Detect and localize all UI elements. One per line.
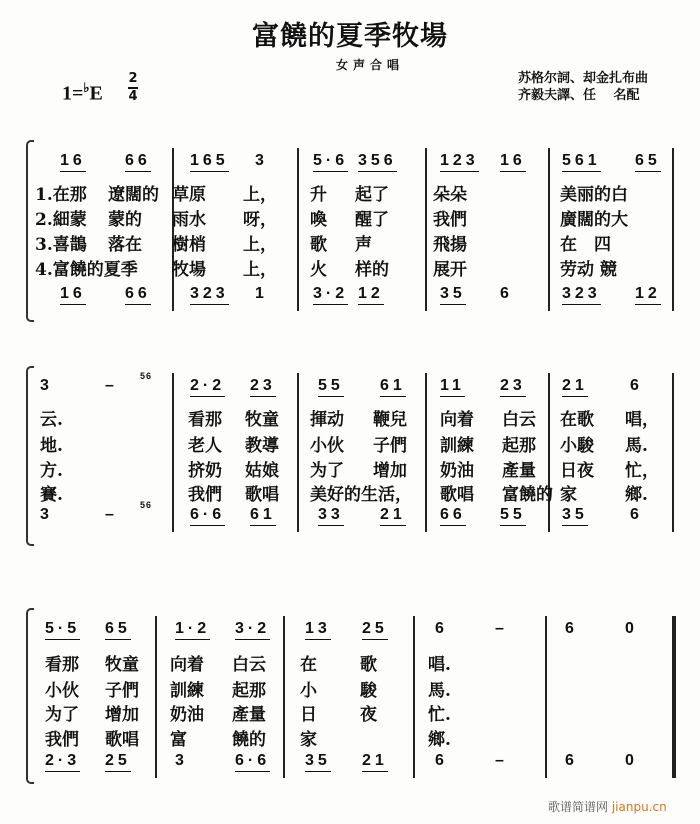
key-prefix: 1= (62, 82, 84, 105)
lyric-verse-1: 唱. (428, 655, 451, 675)
lyric-verse-2: 小 (300, 681, 317, 701)
lyric-verse-2: 小伙 (310, 436, 344, 456)
time-denominator: 4 (128, 88, 138, 104)
upper-voice-note: 23 (500, 377, 526, 397)
lyric-verse-1: 遼闊的 (108, 185, 159, 205)
watermark-url: jianpu.cn (611, 800, 667, 814)
upper-voice-note: 0 (625, 620, 638, 637)
upper-voice-note: 61 (380, 377, 406, 397)
lower-voice-note: 66 (125, 285, 151, 305)
upper-voice-note: 561 (562, 152, 601, 172)
barline (672, 148, 674, 311)
upper-voice-note: 65 (635, 152, 661, 172)
lower-voice-note: 6 (435, 752, 448, 769)
lower-voice-note: 56 (140, 500, 153, 510)
upper-voice-note: 165 (190, 152, 229, 172)
lyric-verse-4: 歌唱 (105, 730, 139, 750)
upper-voice-note: 65 (105, 620, 131, 640)
lyric-verse-1: 向着 (170, 655, 204, 675)
lower-voice-note: 323 (562, 285, 601, 305)
lyric-verse-3: 夜 (360, 705, 377, 725)
lower-voice-note: 21 (380, 506, 406, 526)
lyric-verse-3: 姑娘 (245, 461, 279, 481)
lyric-verse-3: 飛揚 (433, 235, 467, 255)
song-title: 富饒的夏季牧場 (252, 21, 448, 52)
lyric-verse-1: 向着 (440, 410, 474, 430)
barline (548, 373, 550, 532)
barline (297, 148, 299, 311)
lyric-verse-4: 劳动 競 (560, 260, 617, 280)
upper-voice-note: 16 (60, 152, 86, 172)
barline (425, 148, 427, 311)
lyric-verse-2: 喚 (310, 210, 327, 230)
upper-voice-note: 13 (305, 620, 331, 640)
barline (283, 616, 285, 778)
lower-voice-note: 6·6 (190, 506, 225, 526)
watermark-cn: 歌谱简谱网 (548, 800, 609, 814)
lower-voice-note: 21 (362, 752, 388, 772)
lyric-verse-1: 升 (310, 185, 327, 205)
lyric-verse-2: 起那 (502, 436, 536, 456)
lyric-verse-3: 3.喜鵲 (35, 235, 87, 255)
lyric-verse-2: 馬. (428, 681, 451, 701)
lower-voice-note: 323 (190, 285, 229, 305)
lyric-verse-1: 朵朵 (433, 185, 467, 205)
lower-voice-note: 6 (565, 752, 578, 769)
lower-voice-note: 25 (105, 752, 131, 772)
lyric-verse-1: 上， (243, 185, 277, 205)
lyric-verse-2: 雨水 (172, 210, 206, 230)
lyric-verse-1: 在歌 (560, 410, 594, 430)
lyric-verse-4: 美好的生活， (310, 485, 412, 505)
lyric-verse-4: 歌唱 (440, 485, 474, 505)
lyric-verse-2: 小駿 (560, 436, 594, 456)
lyric-verse-4: 我們 (188, 485, 222, 505)
lower-voice-note: 1 (255, 285, 268, 302)
lyric-verse-1: 白云 (232, 655, 266, 675)
lyric-verse-2: 老人 (188, 436, 222, 456)
lower-voice-note: 0 (625, 752, 638, 769)
lyric-verse-4: 賽. (40, 485, 63, 505)
lyric-verse-3: 在 四 (560, 235, 611, 255)
lyric-verse-1: 在 (300, 655, 317, 675)
lyric-verse-3: 忙. (428, 705, 451, 725)
lyric-verse-3: 忙， (625, 461, 659, 481)
lyric-verse-3: 为了 (45, 705, 79, 725)
lyric-verse-4: 火 (310, 260, 327, 280)
upper-voice-note: 25 (362, 620, 388, 640)
upper-voice-note: 6 (435, 620, 448, 637)
lyric-verse-4: 样的 (355, 260, 389, 280)
lyric-verse-3: 上， (243, 235, 277, 255)
upper-voice-note: 11 (440, 377, 465, 397)
upper-voice-note: 3 (255, 152, 268, 169)
lower-voice-note: 16 (60, 285, 86, 305)
barline (548, 148, 550, 311)
lyric-verse-2: 起那 (232, 681, 266, 701)
lyric-verse-2: 蒙的 (108, 210, 142, 230)
lyric-verse-4: 上， (243, 260, 277, 280)
system-bracket (26, 608, 34, 784)
upper-voice-note: – (495, 620, 508, 637)
lyric-verse-2: 醒了 (355, 210, 389, 230)
upper-voice-note: 55 (318, 377, 344, 397)
barline (155, 616, 157, 778)
lower-voice-note: 35 (562, 506, 588, 526)
lower-voice-note: – (105, 506, 118, 523)
lyric-verse-3: 產量 (502, 461, 536, 481)
lyric-verse-4: 4.富饒的夏季 (35, 260, 138, 280)
lyric-verse-2: 子們 (373, 436, 407, 456)
system-bracket (26, 140, 34, 322)
lyric-verse-1: 唱， (625, 410, 659, 430)
upper-voice-note: 2·2 (190, 377, 225, 397)
lyric-verse-3: 奶油 (440, 461, 474, 481)
lower-voice-note: 12 (635, 285, 661, 305)
lyric-verse-1: 牧童 (105, 655, 139, 675)
lyric-verse-3: 挤奶 (188, 461, 222, 481)
upper-voice-note: 23 (250, 377, 276, 397)
lyric-verse-4: 歌唱 (245, 485, 279, 505)
time-numerator: 2 (128, 71, 138, 86)
lyric-verse-3: 增加 (373, 461, 407, 481)
lyric-verse-4: 鄉. (625, 485, 648, 505)
upper-voice-note: 66 (125, 152, 151, 172)
watermark (548, 798, 667, 815)
system-bracket (26, 366, 34, 546)
credit-lyrics-music: 苏格尔詞、却金扎布曲 (518, 71, 649, 86)
lyric-verse-3: 为了 (310, 461, 344, 481)
upper-voice-note: 5·6 (313, 152, 348, 172)
lyric-verse-2: 小伙 (45, 681, 79, 701)
lyric-verse-3: 增加 (105, 705, 139, 725)
barline (297, 373, 299, 532)
lower-voice-note: 6 (630, 506, 643, 523)
lower-voice-note: 6·6 (235, 752, 270, 772)
lyric-verse-3: 產量 (232, 705, 266, 725)
lower-voice-note: 3·2 (313, 285, 348, 305)
lyric-verse-2: 我們 (433, 210, 467, 230)
lyric-verse-1: 草原 (172, 185, 206, 205)
lyric-verse-1: 美丽的白 (560, 185, 628, 205)
final-barline (672, 616, 676, 778)
lyric-verse-2: 駿 (360, 681, 377, 701)
upper-voice-note: 16 (500, 152, 526, 172)
lyric-verse-1: 鞭兒 (373, 410, 407, 430)
upper-voice-note: 3·2 (235, 620, 270, 640)
lyric-verse-2: 訓練 (440, 436, 474, 456)
lower-voice-note: 3 (40, 506, 53, 523)
lyric-verse-3: 奶油 (170, 705, 204, 725)
lyric-verse-4: 家 (560, 485, 577, 505)
lyric-verse-3: 方. (40, 461, 63, 481)
lower-voice-note: 3 (175, 752, 188, 769)
lyric-verse-4: 鄉. (428, 730, 451, 750)
lyric-verse-1: 揮动 (310, 410, 344, 430)
barline (172, 373, 174, 532)
upper-voice-note: 5·5 (45, 620, 80, 640)
lyric-verse-4: 富 (170, 730, 187, 750)
upper-voice-note: 356 (358, 152, 397, 172)
barline (413, 616, 415, 778)
barline (545, 616, 547, 778)
lyric-verse-3: 樹梢 (172, 235, 206, 255)
lower-voice-note: 66 (440, 506, 466, 526)
lyric-verse-2: 子們 (105, 681, 139, 701)
lyric-verse-2: 呀， (243, 210, 277, 230)
lower-voice-note: 35 (305, 752, 331, 772)
lyric-verse-2: 教導 (245, 436, 279, 456)
lyric-verse-3: 歌 (310, 235, 327, 255)
barline (672, 373, 674, 532)
lower-voice-note: – (495, 752, 508, 769)
key-note: E (89, 82, 103, 105)
upper-voice-note: 56 (140, 371, 153, 381)
lyric-verse-2: 廣闊的大 (560, 210, 628, 230)
lyric-verse-2: 馬. (625, 436, 648, 456)
lyric-verse-4: 饒的 (232, 730, 266, 750)
lyric-verse-3: 落在 (108, 235, 142, 255)
lower-voice-note: 55 (500, 506, 526, 526)
lyric-verse-4: 牧場 (172, 260, 206, 280)
upper-voice-note: 6 (565, 620, 578, 637)
lyric-verse-1: 看那 (188, 410, 222, 430)
lower-voice-note: 35 (440, 285, 466, 305)
lyric-verse-3: 声 (355, 235, 372, 255)
lyric-verse-3: 日 (300, 705, 317, 725)
barline (425, 373, 427, 532)
lyric-verse-1: 牧童 (245, 410, 279, 430)
lyric-verse-1: 歌 (360, 655, 377, 675)
lyric-verse-2: 2.細蒙 (35, 210, 87, 230)
lower-voice-note: 33 (318, 506, 344, 526)
upper-voice-note: – (105, 377, 118, 394)
lyric-verse-1: 1.在那 (35, 185, 87, 205)
song-subtitle: 女声合唱 (335, 58, 404, 72)
lyric-verse-1: 看那 (45, 655, 79, 675)
lyric-verse-1: 白云 (502, 410, 536, 430)
upper-voice-note: 3 (40, 377, 53, 394)
key-signature (62, 80, 103, 106)
lyric-verse-1: 起了 (355, 185, 389, 205)
lyric-verse-1: 云. (40, 410, 63, 430)
lyric-verse-4: 我們 (45, 730, 79, 750)
lower-voice-note: 61 (250, 506, 276, 526)
upper-voice-note: 21 (562, 377, 588, 397)
upper-voice-note: 1·2 (175, 620, 210, 640)
credit-translation-arrangement: 齐毅夫譯、任 名配 (518, 88, 640, 103)
lyric-verse-4: 家 (300, 730, 317, 750)
lyric-verse-2: 地. (40, 436, 63, 456)
lower-voice-note: 12 (358, 285, 384, 305)
lyric-verse-4: 展开 (433, 260, 467, 280)
upper-voice-note: 6 (630, 377, 643, 394)
flat-symbol: ♭ (83, 80, 90, 95)
lyric-verse-4: 富饒的 (502, 485, 553, 505)
lower-voice-note: 6 (500, 285, 513, 302)
lyric-verse-2: 訓練 (170, 681, 204, 701)
upper-voice-note: 123 (440, 152, 479, 172)
lyric-verse-3: 日夜 (560, 461, 594, 481)
credits (518, 70, 648, 104)
lower-voice-note: 2·3 (45, 752, 80, 772)
time-signature (128, 72, 138, 104)
